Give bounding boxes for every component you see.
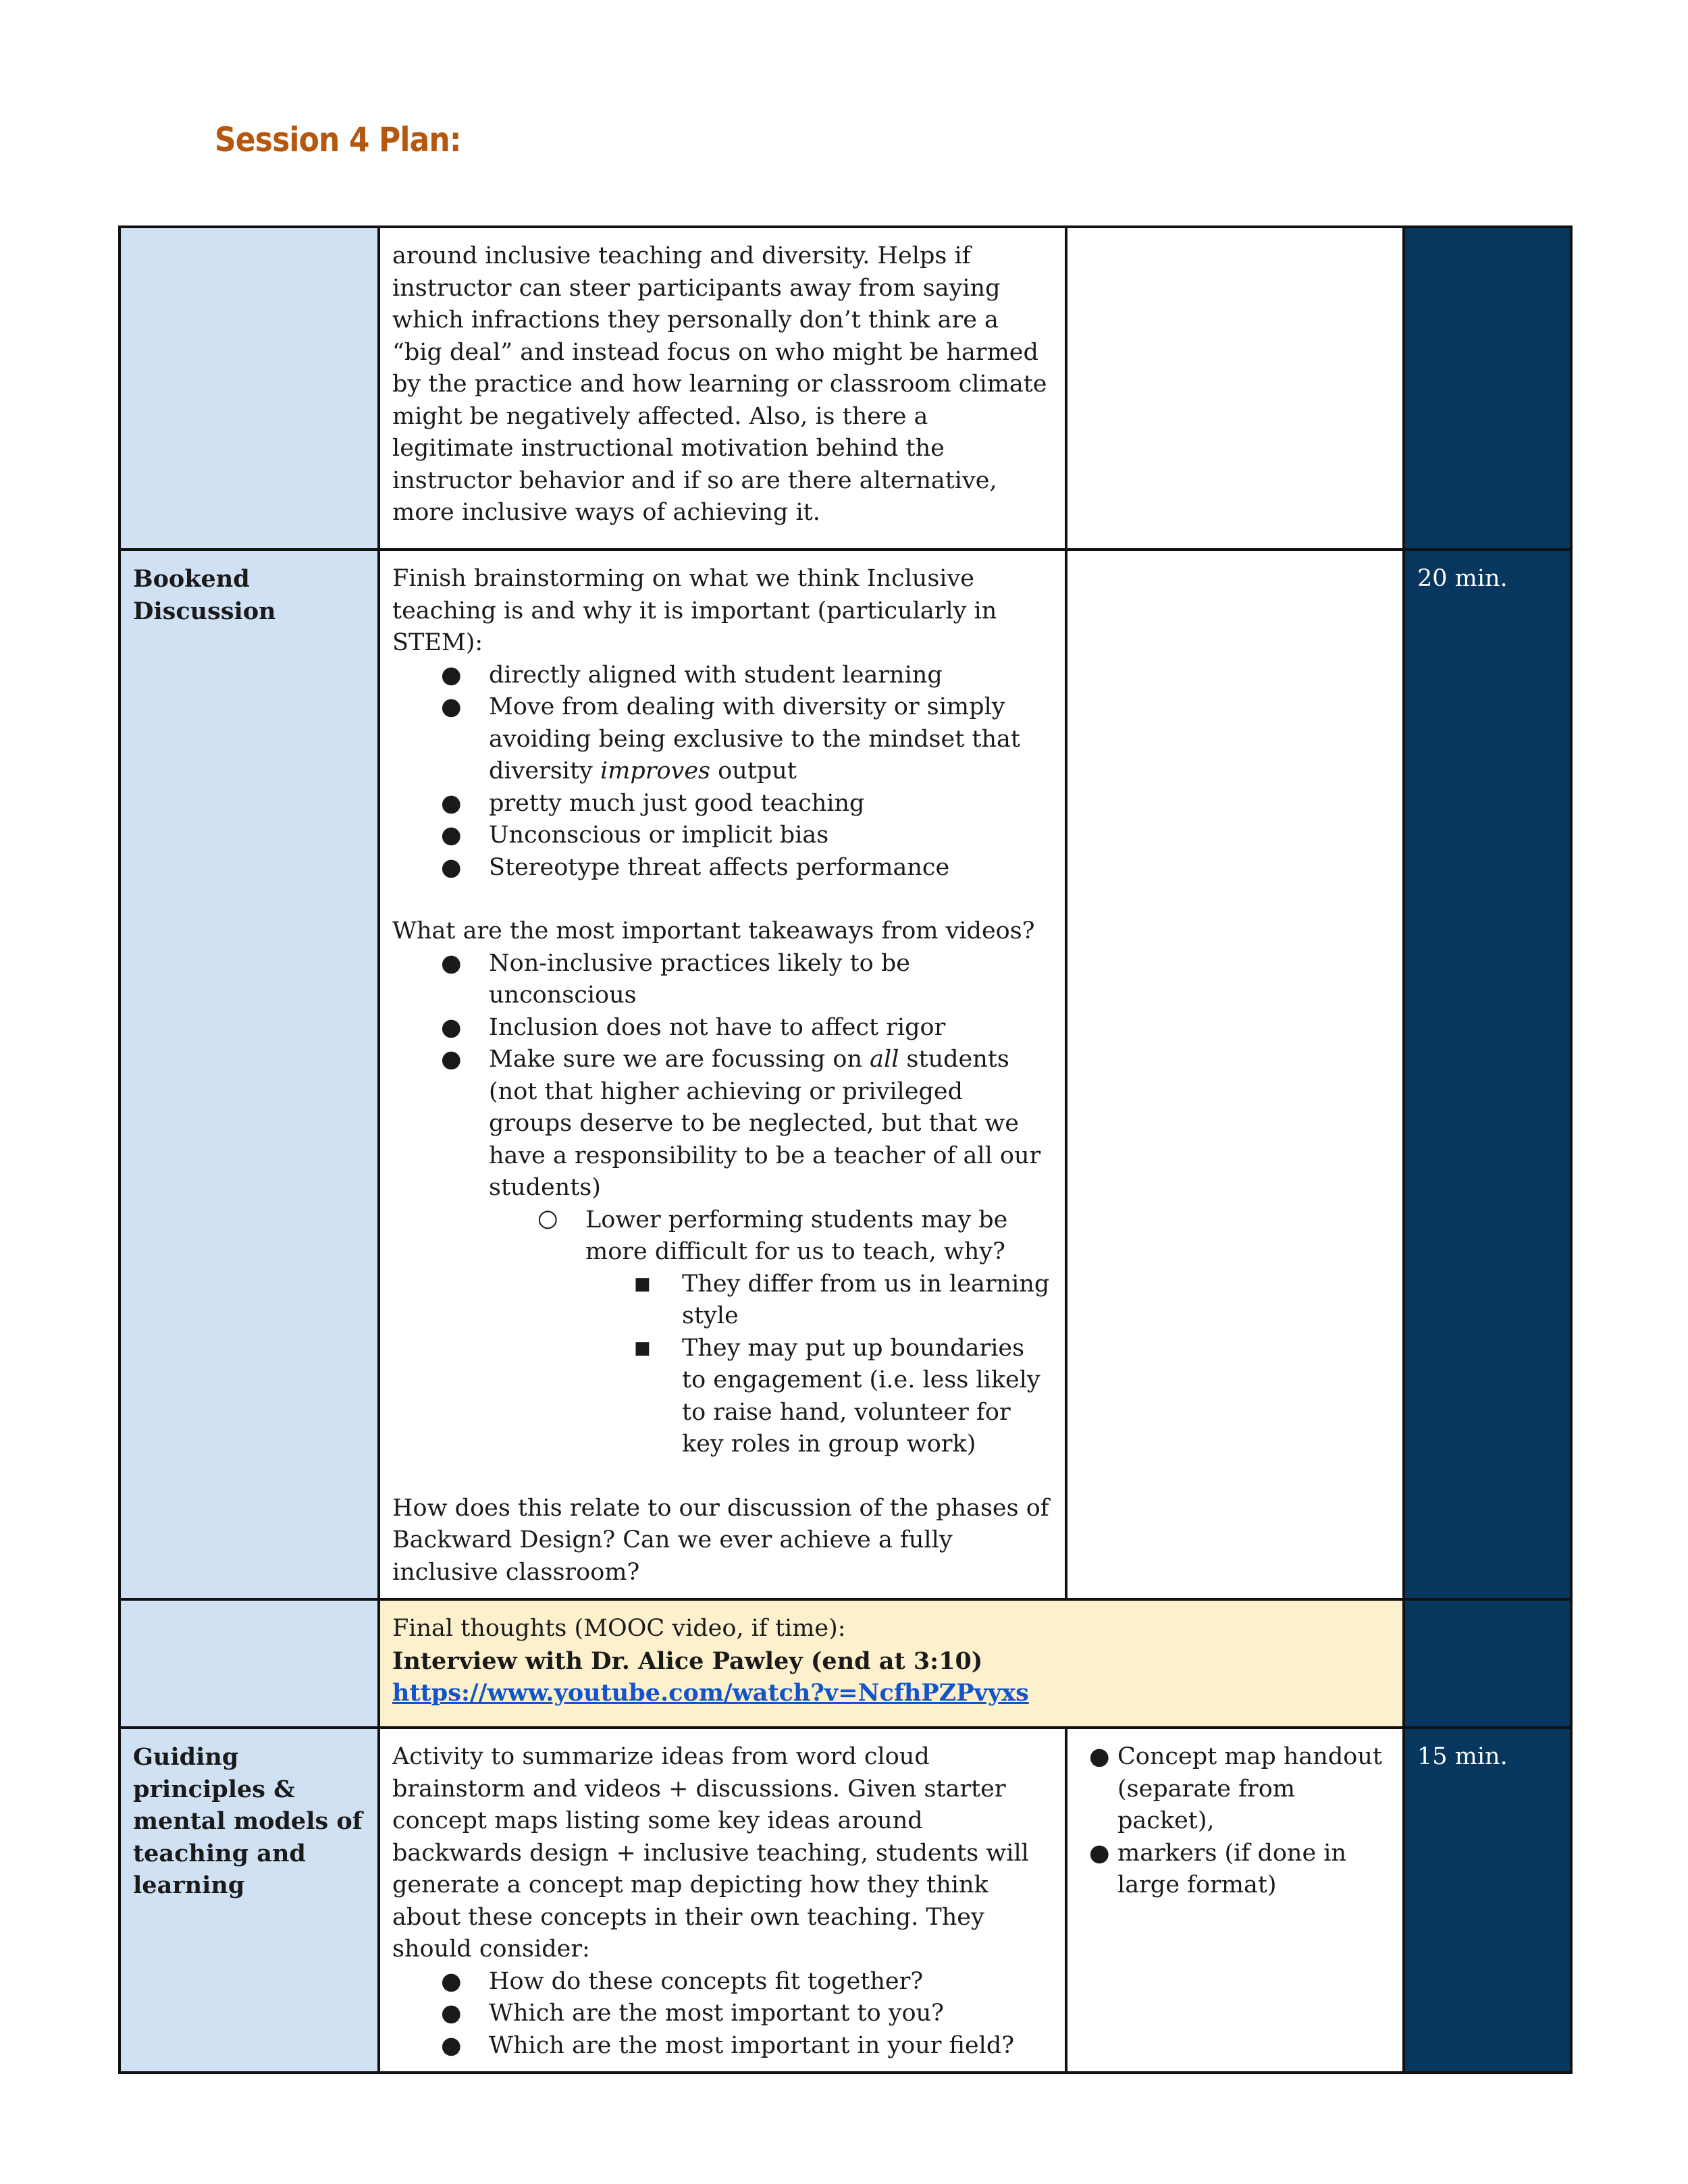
materials-cell [1066,550,1404,1599]
activity-cell [379,1728,1066,2073]
time-cell [1404,227,1571,550]
time-label: 20 min. [1417,565,1508,592]
materials-cell [1066,227,1404,550]
final-thoughts-heading: Final thoughts (MOOC video, if time): [392,1615,846,1642]
list-item: ■ They differ from us in learning style [585,1269,1053,1333]
question-backward-design: How does this relate to our discussion of the phases of Backward Design? Can we ever achieve a fully inclusive classroom? [392,1494,1049,1586]
activity-cell [379,550,1066,1599]
list-item: ● Inclusion does not have to affect rigor [392,1012,1053,1044]
activity-cell [379,227,1066,550]
bullet-list [392,1966,1053,2062]
topic-label: Guiding principles & mental models of teaching and learning [133,1743,363,1899]
bullet-icon: ● [441,822,462,849]
youtube-link[interactable]: https://www.youtube.com/watch?v=NcfhPZPvyxs [392,1679,1029,1707]
bullet-icon: ● [1089,1839,1110,1867]
list-item: ● Move from dealing with diversity or simply avoiding being exclusive to the mindset that diversity improves output [392,691,1053,788]
list-item: ○ Lower performing students may be more difficult for us to teach, why? ■ They differ from us in learning style ■ They may put up boundaries to engagement (i.e. less likely to raise hand, volunteer for key roles in group work) [489,1204,1053,1461]
sub-sub-bullet-list [585,1269,1053,1461]
topic-cell [120,550,379,1599]
bullet-icon: ● [441,661,462,689]
topic-cell [120,227,379,550]
activity-intro: Finish brainstorming on what we think Inclusive teaching is and why it is important (particularly in STEM): [392,565,997,656]
list-item: ● Which are the most important to you? [392,1998,1053,2030]
topic-label: Bookend Discussion [133,565,276,625]
time-cell [1404,1728,1571,2073]
list-item: ● Concept map handout (separate from packet), [1080,1741,1390,1838]
final-thoughts-cell [379,1599,1404,1728]
list-item: ● Stereotype threat affects performance [392,852,1053,884]
list-item: ● Which are the most important in your field? [392,2030,1053,2062]
bullet-icon: ● [441,1967,462,1995]
topic-cell [120,1728,379,2073]
bullet-list [392,948,1053,1461]
materials-list [1080,1741,1390,1902]
square-bullet-icon: ■ [634,1337,651,1358]
time-cell [1404,550,1571,1599]
activity-intro: Activity to summarize ideas from word cloud brainstorm and videos + discussions. Given starter concept maps listing some key ideas around backwards design + inclusive teaching, students will generate a concept map depicting how they think about these concepts in their own teaching. They should consider: [392,1743,1029,1963]
list-item: ● How do these concepts fit together? [392,1966,1053,1998]
bullet-icon: ● [441,789,462,817]
interview-title: Interview with Dr. Alice Pawley (end at 3:10) [392,1647,983,1675]
table-row [120,550,1571,1599]
bullet-icon: ● [441,2000,462,2027]
sub-bullet-list [489,1204,1053,1461]
bullet-icon: ● [441,1046,462,1073]
time-label: 15 min. [1417,1743,1508,1770]
table-row [120,1728,1571,2073]
list-item: ■ They may put up boundaries to engagement (i.e. less likely to raise hand, volunteer for key roles in group work) [585,1333,1053,1461]
circle-bullet-icon: ○ [537,1204,558,1232]
bullet-icon: ● [441,2031,462,2059]
materials-cell [1066,1728,1404,2073]
bullet-icon: ● [441,693,462,720]
topic-cell [120,1599,379,1728]
bullet-icon: ● [441,949,462,977]
session-plan-table [118,225,1573,2074]
list-item: ● directly aligned with student learning [392,660,1053,692]
question-takeaways: What are the most important takeaways from videos? [392,917,1035,944]
time-cell [1404,1599,1571,1728]
list-item: ● Non-inclusive practices likely to be unconscious [392,948,1053,1012]
list-item: ● Make sure we are focussing on all students (not that higher achieving or privileged groups deserve to be neglected, but that we have a responsibility to be a teacher of all our students) ○ Lower performing students may be more difficult for us to teach, why? ■ They differ from us in learning style ■ They may put up boundaries to engagement (i.e. less likely to raise hand, volunteer for key roles in group work) [392,1044,1053,1461]
list-item: ● pretty much just good teaching [392,788,1053,820]
page-title: Session 4 Plan: [215,120,461,159]
table-row [120,1599,1571,1728]
bullet-icon: ● [441,853,462,881]
bullet-icon: ● [1089,1743,1110,1770]
square-bullet-icon: ■ [634,1273,651,1294]
continuation-text: around inclusive teaching and diversity. Helps if instructor can steer participants away from saying which infractions they personally don’t think are a “big deal” and instead focus on who might be harmed by the practice and how learning or classroom climate might be negatively affected. Also, is there a legitimate instructional motivation behind the instructor behavior and if so are there alternative, more inclusive ways of achieving it. [392,242,1047,526]
bullet-icon: ● [441,1013,462,1041]
bullet-list [392,660,1053,884]
table-row [120,227,1571,550]
list-item: ● markers (if done in large format) [1080,1838,1390,1902]
list-item: ● Unconscious or implicit bias [392,820,1053,852]
